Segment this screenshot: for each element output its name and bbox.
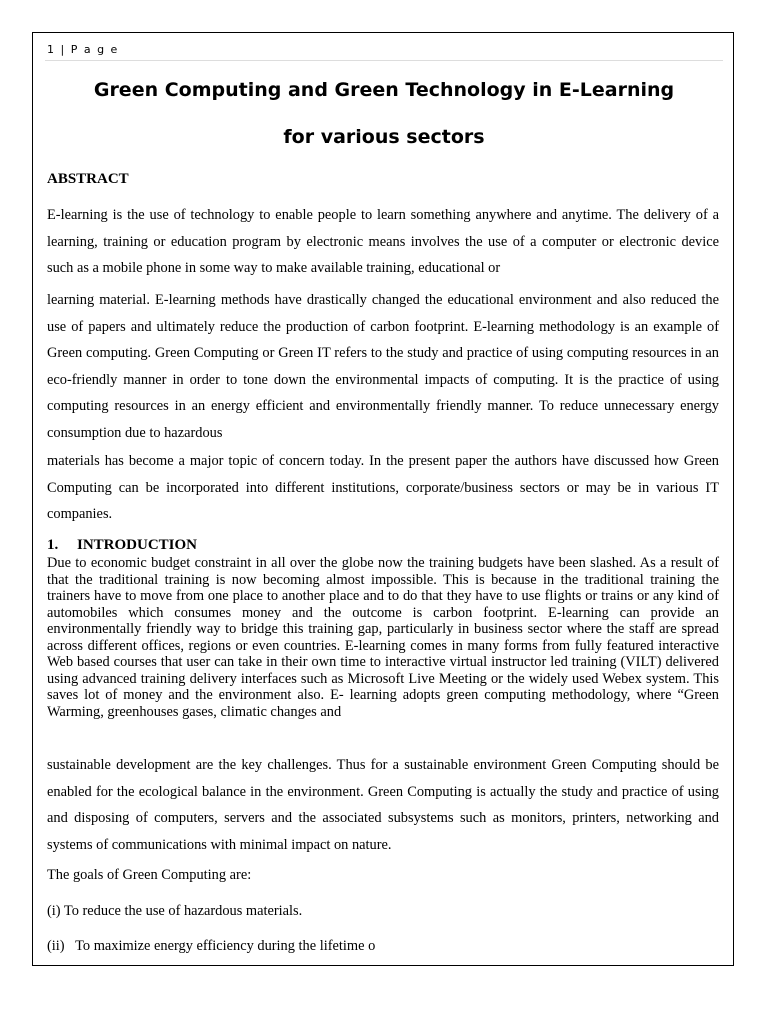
- abstract-paragraph-1: E-learning is the use of technology to enable people to learn something anywhere and anytime. The delivery of a learning, training or education program by electronic means involves the use of a computer or electronic device such as a mobile phone in some way to make available training, educational or: [47, 207, 719, 276]
- introduction-paragraph-1: Due to economic budget constraint in all over the globe now the training budgets have been slashed. As a result of that the traditional training is now becoming almost impossible. This is because in the traditional training the trainers have to move from one place to another place and to do that they have to use flights or trains or any kind of automobiles which consumes money and the outcome is carbon footprint. E-learning can provide an environmentally friendly way to bridge this training gap, particularly in business sector where the staff are spread across different offices, regions or even countries. E-learning comes in many forms from fully featured interactive Web based courses that user can take in their own time to interactive virtual instructor led training (VILT) delivered using advanced training delivery interfaces such as Microsoft Live Meeting or the widely used Webex system. This saves lot of money and the environment also. E- learning adopts green computing methodology, where “Green Warming, greenhouses gases, climatic changes and: [47, 555, 719, 720]
- introduction-heading: 1. INTRODUCTION: [47, 537, 198, 553]
- goal-item-1: (i) To reduce the use of hazardous materials.: [47, 903, 303, 919]
- introduction-paragraph-2: sustainable development are the key challenges. Thus for a sustainable environment Green Computing should be enabled for the ecological balance in the environment. Green Computing is actually the study and practice of using and disposing of computers, servers and the associated subsystems such as monitors, printers, networking and systems of communications with minimal impact on nature.: [47, 757, 719, 853]
- abstract-paragraph-2: learning material. E-learning methods have drastically changed the educational environment and also reduced the use of papers and ultimately reduce the production of carbon footprint. E-learning methodology is an example of Green computing. Green Computing or Green IT refers to the study and practice of using computing resources in an eco-friendly manner in order to tone down the environmental impacts of computing. It is the practice of using computing resources in an energy efficient and environmentally friendly manner. To reduce unnecessary energy consumption due to hazardous: [47, 292, 719, 441]
- goal-item-2: (ii) To maximize energy efficiency during the lifetime o: [47, 938, 376, 954]
- abstract-paragraph-3: materials has become a major topic of concern today. In the present paper the authors have discussed how Green Computing can be incorporated into different institutions, corporate/business sectors or may be in various IT companies.: [47, 453, 719, 522]
- goals-intro: The goals of Green Computing are:: [47, 867, 252, 883]
- header-rule: [45, 60, 723, 61]
- page-number: 1 | P a g e: [47, 43, 119, 56]
- document-title-line-1: Green Computing and Green Technology in E-Learning: [93, 79, 675, 101]
- document-title-line-2: for various sectors: [283, 126, 485, 148]
- abstract-heading: ABSTRACT: [47, 171, 129, 187]
